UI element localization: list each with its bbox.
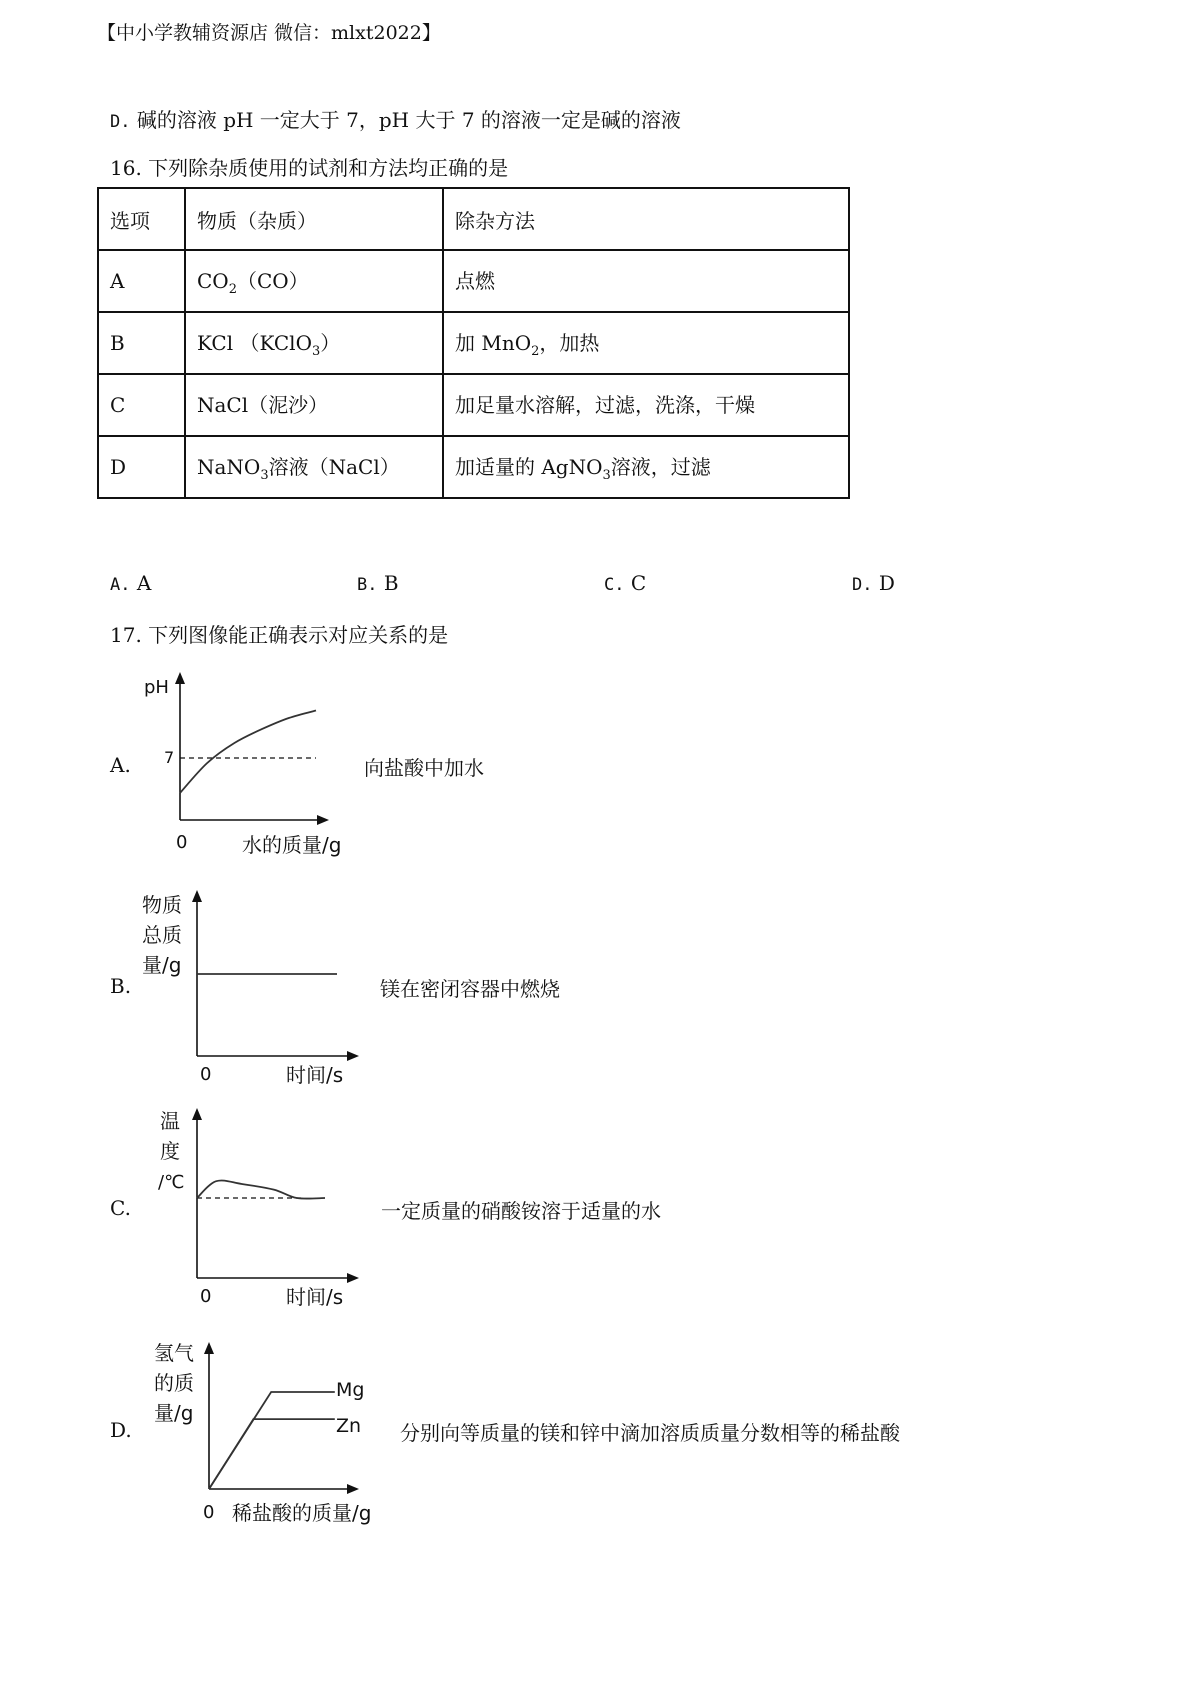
origin-label: 0 xyxy=(200,1286,212,1307)
series-label-zn: Zn xyxy=(336,1415,362,1437)
q15-option-d-text: 碱的溶液 pH 一定大于 7，pH 大于 7 的溶液一定是碱的溶液 xyxy=(136,108,681,132)
y-marker-label: 7 xyxy=(164,748,175,767)
q17-option-b-letter[interactable]: B. xyxy=(110,974,132,998)
y-axis-label-line1: 物质 xyxy=(142,893,182,917)
q17-option-a-letter[interactable]: A. xyxy=(110,753,131,777)
y-axis-label-line2: 的质 xyxy=(154,1371,194,1395)
table-row xyxy=(98,436,849,498)
q16-choice-c[interactable]: C. C xyxy=(604,571,647,595)
q17-option-d-letter[interactable]: D. xyxy=(110,1418,132,1442)
q16-choice-b[interactable]: B. B xyxy=(357,571,399,595)
cell-substance: NaNO$_3$溶液（NaCl） xyxy=(185,436,443,498)
q15-option-d xyxy=(110,104,681,133)
q15-option-d-letter: D. xyxy=(110,112,131,132)
header-cell-option: 选项 xyxy=(98,188,185,250)
origin-label: 0 xyxy=(176,832,188,853)
series-label-mg: Mg xyxy=(336,1379,365,1401)
x-axis-label: 时间/s xyxy=(286,1063,344,1087)
cell-option: B xyxy=(98,312,185,374)
cell-option: C xyxy=(98,374,185,436)
y-axis-label-line3: 量/g xyxy=(154,1401,194,1425)
y-axis-label-line1: 氢气 xyxy=(154,1341,194,1365)
x-axis-label: 水的质量/g xyxy=(242,833,342,857)
cell-method: 加足量水溶解，过滤，洗涤，干燥 xyxy=(443,374,849,436)
q16-choice-d[interactable]: D. D xyxy=(852,571,895,595)
header-watermark: 【中小学教辅资源店 微信：mlxt2022】 xyxy=(97,22,441,44)
q17-option-b-description: 镁在密闭容器中燃烧 xyxy=(380,977,560,1001)
y-axis-label-line3: 量/g xyxy=(142,953,182,977)
origin-label: 0 xyxy=(200,1064,212,1085)
cell-method: 点燃 xyxy=(443,250,849,312)
y-axis-label-line1: 温 xyxy=(160,1109,180,1133)
q17-option-c-letter[interactable]: C. xyxy=(110,1196,131,1220)
table-row xyxy=(98,250,849,312)
graph-d xyxy=(150,1330,410,1534)
graph-a xyxy=(140,670,360,874)
cell-option: D xyxy=(98,436,185,498)
q17-option-d-description: 分别向等质量的镁和锌中滴加溶质质量分数相等的稀盐酸 xyxy=(400,1421,900,1445)
mg-series-line xyxy=(209,1392,335,1489)
y-axis-label-line2: 度 xyxy=(160,1139,180,1163)
x-axis-label: 时间/s xyxy=(286,1285,344,1309)
cell-method: 加适量的 AgNO$_3$溶液，过滤 xyxy=(443,436,849,498)
origin-label: 0 xyxy=(203,1502,215,1523)
header-cell-method: 除杂方法 xyxy=(443,188,849,250)
q17-option-a-description: 向盐酸中加水 xyxy=(364,756,484,780)
table-row xyxy=(98,312,849,374)
cell-substance: $CO_2(CO)$ xyxy=(185,250,443,312)
q16-stem: 16. 下列除杂质使用的试剂和方法均正确的是 xyxy=(110,156,509,180)
table-header-row xyxy=(98,188,849,250)
header-cell-substance: 物质（杂质） xyxy=(185,188,443,250)
zn-series-line xyxy=(209,1419,335,1489)
y-axis-label-line3: /℃ xyxy=(158,1172,185,1193)
cell-substance: KCl （KClO$_3$） xyxy=(185,312,443,374)
table-row xyxy=(98,374,849,436)
q16-table xyxy=(97,187,850,499)
ph-curve xyxy=(180,711,316,794)
cell-option: A xyxy=(98,250,185,312)
y-axis-label: pH xyxy=(144,677,169,698)
graph-b xyxy=(140,880,370,1094)
graph-c xyxy=(140,1102,370,1316)
q16-choice-a[interactable]: A. A xyxy=(110,571,152,595)
y-axis-label-line2: 总质 xyxy=(142,923,182,947)
temperature-curve xyxy=(197,1180,325,1198)
cell-substance: NaCl（泥沙） xyxy=(185,374,443,436)
q17-stem: 17. 下列图像能正确表示对应关系的是 xyxy=(110,623,449,647)
cell-method: 加 MnO$_2$，加热 xyxy=(443,312,849,374)
x-axis-label: 稀盐酸的质量/g xyxy=(232,1501,372,1525)
q17-option-c-description: 一定质量的硝酸铵溶于适量的水 xyxy=(381,1199,661,1223)
